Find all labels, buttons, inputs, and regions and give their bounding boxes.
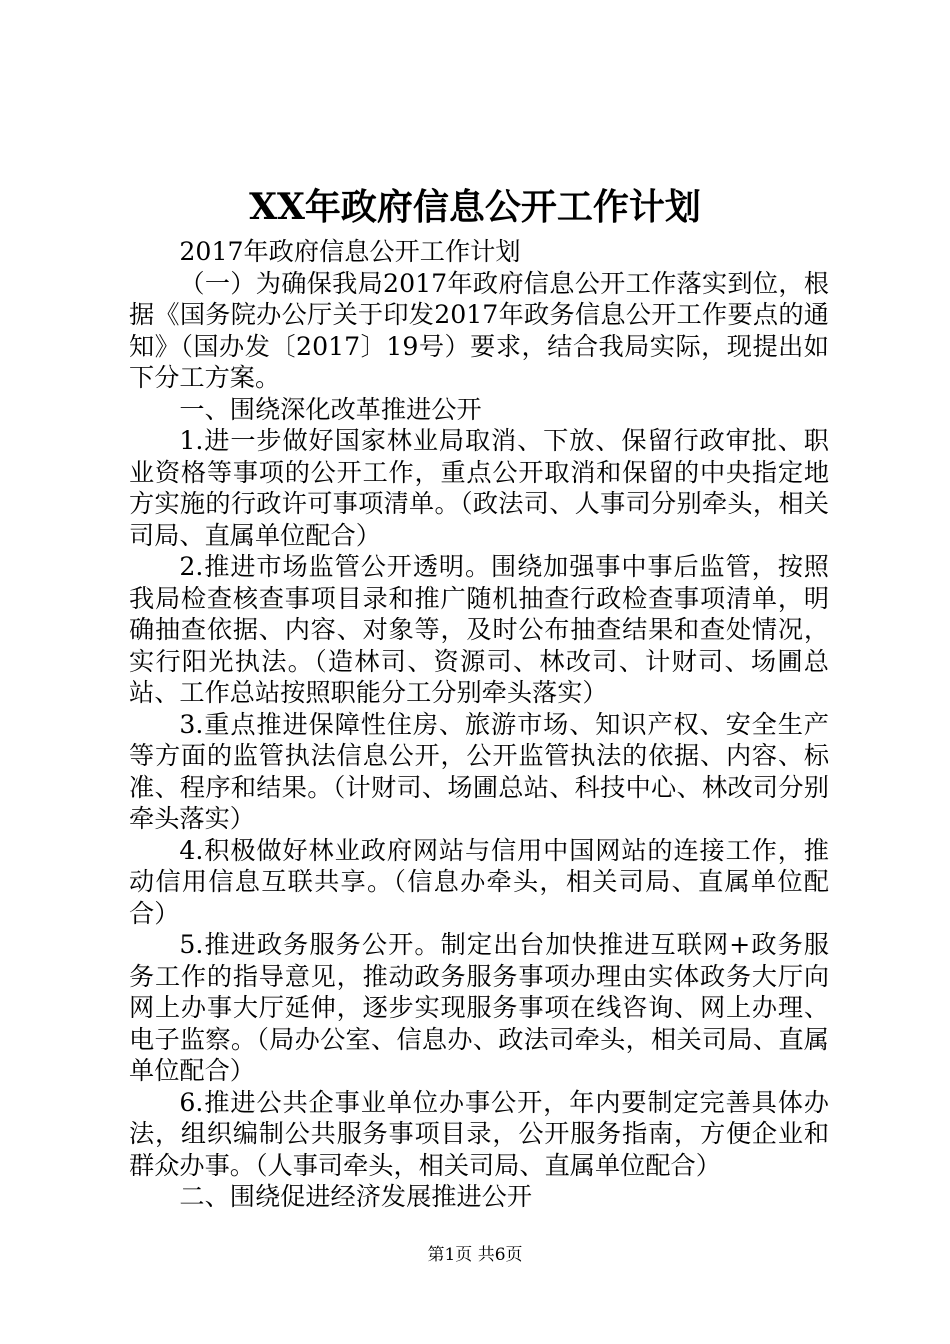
document-title: XX年政府信息公开工作计划 xyxy=(249,186,701,228)
paragraph-item-6: 6.推进公共企事业单位办事公开，年内要制定完善具体办法，组织编制公共服务事项目录，公开服务指南，方便企业和群众办事。（人事司牵头，相关司局、直属单位配合） xyxy=(129,1087,829,1180)
paragraph-item-5: 5.推进政务服务公开。制定出台加快推进互联网+政务服务工作的指导意见，推动政务服务事项办理由实体政务大厅向网上办事大厅延伸，逐步实现服务事项在线咨询、网上办理、电子监察。（局办公室、信息办、政法司牵头，相关司局、直属单位配合） xyxy=(129,930,829,1085)
document-body xyxy=(129,236,829,1213)
page-number-footer: 第1页 共6页 xyxy=(427,1245,523,1265)
paragraph-item-2: 2.推进市场监管公开透明。围绕加强事中事后监管，按照我局检查核查事项目录和推广随机抽查行政检查事项清单，明确抽查依据、内容、对象等，及时公布抽查结果和查处情况，实行阳光执法。（造林司、资源司、林改司、计财司、场圃总站、工作总站按照职能分工分别牵头落实） xyxy=(129,552,829,707)
paragraph-item-1: 1.进一步做好国家林业局取消、下放、保留行政审批、职业资格等事项的公开工作，重点公开取消和保留的中央指定地方实施的行政许可事项清单。（政法司、人事司分别牵头，相关司局、直属单位配合） xyxy=(129,426,829,550)
paragraph-subtitle: 2017年政府信息公开工作计划 xyxy=(179,237,521,266)
paragraph-item-3: 3.重点推进保障性住房、旅游市场、知识产权、安全生产等方面的监管执法信息公开，公开监管执法的依据、内容、标准、程序和结果。（计财司、场圃总站、科技中心、林改司分别牵头落实） xyxy=(129,709,829,833)
paragraph-item-4: 4.积极做好林业政府网站与信用中国网站的连接工作，推动信用信息互联共享。（信息办牵头，相关司局、直属单位配合） xyxy=(129,835,829,928)
paragraph-intro: （一）为确保我局2017年政府信息公开工作落实到位，根据《国务院办公厅关于印发2017年政务信息公开工作要点的通知》（国办发〔2017〕19号）要求，结合我局实际，现提出如下分工方案。 xyxy=(129,268,829,392)
section-heading-1: 一、围绕深化改革推进公开 xyxy=(179,394,482,424)
section-heading-2: 二、围绕促进经济发展推进公开 xyxy=(179,1182,533,1211)
